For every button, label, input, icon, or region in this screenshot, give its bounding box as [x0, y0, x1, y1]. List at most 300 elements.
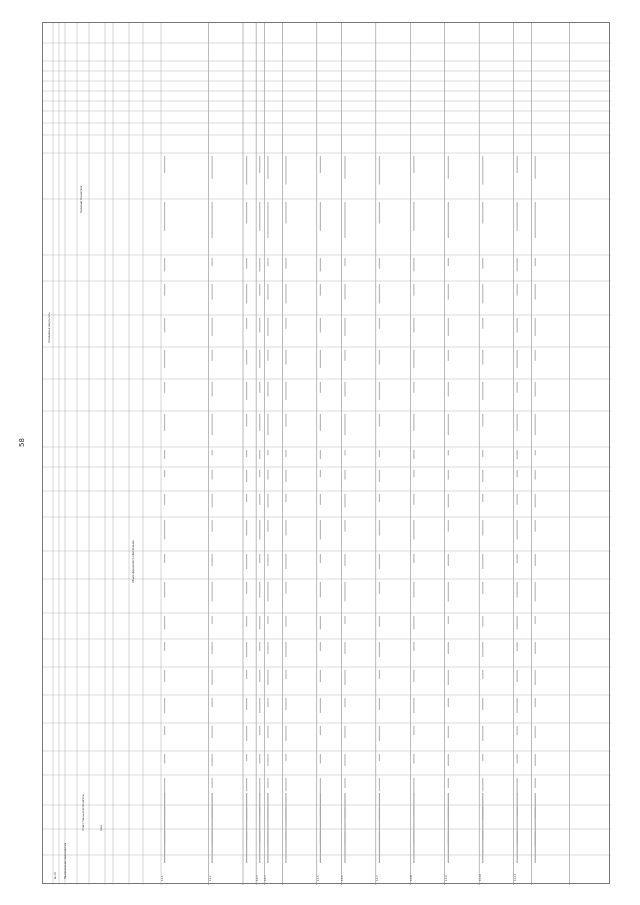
cell-value	[413, 554, 414, 563]
cell-value	[517, 450, 518, 459]
cell-value	[212, 318, 213, 336]
cell-value	[535, 616, 536, 624]
cell-value	[344, 616, 345, 624]
cell-value	[267, 642, 268, 654]
cell-value	[379, 470, 380, 482]
cell-value	[267, 726, 268, 738]
cell-value	[517, 258, 518, 272]
cell-value	[413, 670, 414, 682]
cell-value	[212, 494, 213, 508]
cell-value	[259, 778, 260, 795]
cell-value	[535, 382, 536, 396]
cell-value	[344, 284, 345, 300]
cell-value	[320, 284, 321, 296]
cell-value	[517, 156, 518, 173]
cell-value	[413, 698, 414, 713]
cell-value	[517, 698, 518, 713]
cell-value	[164, 754, 165, 764]
row-number: 1.1.2	[208, 875, 212, 881]
cell-value	[448, 642, 449, 654]
cell-value	[344, 754, 345, 766]
cell-value	[344, 318, 345, 336]
cell-value	[246, 284, 247, 304]
cell-value	[267, 156, 268, 179]
cell-value	[285, 350, 286, 364]
cell-value	[320, 470, 321, 477]
cell-value	[535, 284, 536, 300]
cell-value	[267, 554, 268, 566]
cell-value	[517, 642, 518, 651]
cell-value	[320, 494, 321, 505]
cell-value	[320, 616, 321, 630]
cell-value	[448, 698, 449, 707]
table-grid	[43, 23, 611, 885]
row-name-text	[413, 793, 414, 863]
cell-value	[267, 382, 268, 396]
cell-value	[320, 414, 321, 431]
cell-value	[517, 520, 518, 540]
cell-value	[212, 554, 213, 566]
cell-value	[259, 382, 260, 393]
row-number: 1.1.3	[256, 875, 260, 881]
cell-value	[448, 554, 449, 566]
cell-value	[482, 382, 483, 400]
cell-value	[379, 414, 380, 427]
cell-value	[320, 156, 321, 173]
cell-value	[413, 520, 414, 540]
cell-value	[212, 616, 213, 624]
cell-value	[285, 670, 286, 679]
cell-value	[535, 778, 536, 788]
cell-value	[379, 350, 380, 364]
cell-value	[344, 258, 345, 266]
cell-value	[267, 670, 268, 685]
row-name-text	[344, 793, 345, 863]
cell-value	[448, 754, 449, 766]
row-name-text	[379, 793, 380, 863]
cell-value	[379, 318, 380, 329]
cell-value	[344, 554, 345, 566]
cell-value	[535, 494, 536, 508]
cell-value	[535, 582, 536, 602]
cell-value	[379, 202, 380, 224]
cell-value	[320, 754, 321, 764]
cell-value	[267, 778, 268, 788]
cell-value	[285, 156, 286, 185]
cell-value	[164, 582, 165, 598]
cell-value	[285, 642, 286, 657]
cell-value	[535, 350, 536, 361]
cell-value	[267, 582, 268, 602]
row-number: 1.1.5	[316, 875, 320, 881]
cell-value	[212, 582, 213, 602]
cell-value	[448, 382, 449, 396]
cell-value	[413, 642, 414, 651]
cell-value	[246, 670, 247, 679]
cell-value	[344, 778, 345, 788]
cell-value	[448, 670, 449, 685]
cell-value	[259, 494, 260, 505]
cell-value	[344, 382, 345, 396]
cell-value	[267, 284, 268, 300]
cell-value	[517, 670, 518, 682]
cell-value	[413, 450, 414, 459]
page-number: 58	[18, 438, 26, 447]
cell-value	[535, 202, 536, 238]
cell-value	[164, 350, 165, 368]
cell-value	[320, 670, 321, 682]
row-name-text	[482, 793, 483, 863]
cell-value	[413, 470, 414, 477]
cell-value	[285, 470, 286, 482]
cell-value	[448, 726, 449, 738]
cell-value	[413, 414, 414, 431]
cell-value	[267, 616, 268, 624]
cell-value	[344, 414, 345, 435]
cell-value	[320, 450, 321, 459]
cell-value	[413, 616, 414, 630]
cell-value	[259, 520, 260, 540]
table-sheet	[42, 22, 610, 884]
cell-value	[379, 382, 380, 400]
cell-value	[448, 414, 449, 435]
cell-value	[320, 520, 321, 540]
cell-value	[379, 520, 380, 536]
cell-value	[320, 350, 321, 368]
cell-value	[535, 670, 536, 685]
cell-value	[320, 698, 321, 713]
cell-value	[482, 414, 483, 427]
stub-header-executor: Ответственный исполнитель	[82, 794, 85, 831]
cell-value	[246, 318, 247, 329]
cell-value	[259, 318, 260, 332]
cell-value	[535, 698, 536, 707]
cell-value	[535, 470, 536, 480]
cell-value	[212, 350, 213, 361]
cell-value	[259, 470, 260, 477]
cell-value	[379, 642, 380, 657]
cell-value	[212, 698, 213, 707]
cell-value	[246, 754, 247, 761]
cell-value	[267, 258, 268, 266]
cell-value	[212, 156, 213, 179]
cell-value	[246, 258, 247, 269]
cell-value	[482, 350, 483, 364]
cell-value	[246, 202, 247, 224]
cell-value	[517, 350, 518, 368]
cell-value	[285, 726, 286, 741]
cell-value	[517, 284, 518, 296]
cell-value	[259, 350, 260, 368]
cell-value	[267, 520, 268, 532]
row-name-text	[517, 793, 518, 863]
cell-value	[482, 520, 483, 536]
cell-value	[267, 698, 268, 707]
cell-value	[535, 258, 536, 266]
cell-value	[344, 670, 345, 685]
row-name-text	[448, 793, 449, 863]
cell-value	[164, 450, 165, 459]
cell-value	[246, 778, 247, 791]
cell-value	[448, 778, 449, 788]
stub-header-term: Срок	[100, 824, 103, 831]
cell-value	[413, 582, 414, 598]
cell-value	[285, 258, 286, 269]
cell-value	[535, 754, 536, 766]
cell-value	[413, 494, 414, 505]
row-number: 1.1.11	[513, 874, 517, 881]
cell-value	[344, 450, 345, 455]
cell-value	[259, 726, 260, 735]
cell-value	[448, 582, 449, 602]
cell-value	[246, 450, 247, 457]
cell-value	[259, 754, 260, 764]
cell-value	[448, 318, 449, 336]
cell-value	[448, 450, 449, 455]
cell-value	[212, 642, 213, 654]
cell-value	[164, 698, 165, 713]
cell-value	[164, 642, 165, 651]
cell-value	[517, 554, 518, 563]
cell-value	[379, 582, 380, 594]
cell-value	[320, 258, 321, 272]
cell-value	[164, 494, 165, 505]
cell-value	[246, 642, 247, 657]
cell-value	[164, 202, 165, 231]
header-group-results: Ожидаемые результаты	[48, 312, 51, 343]
cell-value	[212, 258, 213, 266]
cell-value	[259, 202, 260, 231]
cell-value	[259, 582, 260, 598]
cell-value	[482, 726, 483, 741]
cell-value	[344, 698, 345, 707]
cell-value	[535, 520, 536, 532]
cell-value	[212, 284, 213, 300]
cell-value	[448, 350, 449, 361]
cell-value	[246, 582, 247, 594]
cell-value	[285, 414, 286, 427]
cell-value	[267, 450, 268, 455]
cell-value	[164, 258, 165, 272]
cell-value	[379, 778, 380, 791]
cell-value	[517, 778, 518, 795]
cell-value	[259, 258, 260, 272]
cell-value	[517, 616, 518, 630]
cell-value	[379, 726, 380, 741]
cell-value	[259, 554, 260, 563]
cell-value	[267, 470, 268, 480]
row-name-text	[535, 793, 536, 863]
cell-value	[413, 754, 414, 764]
cell-value	[285, 698, 286, 710]
cell-value	[344, 520, 345, 532]
cell-value	[164, 670, 165, 682]
cell-value	[267, 202, 268, 238]
cell-value	[448, 156, 449, 179]
cell-value	[285, 554, 286, 569]
cell-value	[212, 202, 213, 238]
cell-value	[259, 616, 260, 630]
cell-value	[246, 726, 247, 741]
row-number: 1.1.7	[375, 875, 379, 881]
cell-value	[164, 284, 165, 296]
cell-value	[482, 470, 483, 482]
cell-value	[344, 156, 345, 179]
cell-value	[164, 520, 165, 540]
cell-value	[379, 284, 380, 304]
cell-value	[482, 318, 483, 329]
cell-value	[535, 318, 536, 336]
cell-value	[320, 726, 321, 735]
cell-value	[413, 202, 414, 231]
cell-value	[482, 494, 483, 502]
cell-value	[482, 554, 483, 569]
cell-value	[267, 318, 268, 336]
cell-value	[246, 554, 247, 569]
stub-header-number: № п/п	[54, 871, 57, 879]
row-number: 1.1.4	[264, 875, 268, 881]
cell-value	[535, 156, 536, 179]
cell-value	[320, 318, 321, 332]
cell-value	[517, 726, 518, 735]
cell-value	[482, 258, 483, 269]
cell-value	[448, 494, 449, 508]
cell-value	[164, 382, 165, 393]
cell-value	[517, 318, 518, 332]
cell-value	[246, 156, 247, 185]
cell-value	[212, 414, 213, 435]
cell-value	[212, 470, 213, 480]
cell-value	[320, 382, 321, 393]
cell-value	[164, 554, 165, 563]
stub-header-name: Наименование мероприятия	[64, 842, 67, 879]
cell-value	[482, 450, 483, 457]
cell-value	[344, 726, 345, 738]
cell-value	[413, 382, 414, 393]
cell-value	[535, 726, 536, 738]
cell-value	[344, 350, 345, 361]
cell-value	[164, 726, 165, 735]
cell-value	[379, 156, 380, 185]
cell-value	[482, 778, 483, 791]
cell-value	[267, 414, 268, 435]
cell-value	[517, 494, 518, 505]
row-name-text	[320, 793, 321, 863]
cell-value	[164, 616, 165, 630]
cell-value	[448, 520, 449, 532]
row-name-text	[246, 793, 247, 863]
cell-value	[259, 670, 260, 682]
cell-value	[285, 202, 286, 224]
cell-value	[379, 258, 380, 269]
cell-value	[164, 778, 165, 795]
cell-value	[285, 616, 286, 627]
cell-value	[379, 450, 380, 457]
header-group-finance: Объем финансового обеспечения	[132, 540, 135, 583]
row-number: 1.1.8	[410, 875, 414, 881]
cell-value	[379, 670, 380, 679]
cell-value	[344, 494, 345, 508]
cell-value	[259, 642, 260, 651]
cell-value	[413, 726, 414, 735]
row-number: 1.1.6	[341, 875, 345, 881]
cell-value	[535, 414, 536, 435]
cell-value	[517, 202, 518, 231]
cell-value	[482, 284, 483, 304]
cell-value	[344, 202, 345, 238]
cell-value	[212, 754, 213, 766]
cell-value	[482, 616, 483, 627]
cell-value	[285, 382, 286, 400]
cell-value	[448, 258, 449, 266]
cell-value	[259, 414, 260, 431]
cell-value	[285, 520, 286, 536]
cell-value	[482, 642, 483, 657]
cell-value	[517, 754, 518, 764]
cell-value	[379, 554, 380, 569]
row-number: 1.1.10	[479, 874, 483, 881]
row-name-text	[259, 793, 260, 863]
cell-value	[267, 494, 268, 508]
cell-value	[285, 318, 286, 329]
cell-value	[212, 450, 213, 455]
cell-value	[344, 642, 345, 654]
cell-value	[212, 726, 213, 738]
cell-value	[285, 450, 286, 457]
cell-value	[267, 350, 268, 361]
cell-value	[246, 382, 247, 400]
cell-value	[164, 318, 165, 332]
cell-value	[320, 778, 321, 795]
cell-value	[164, 156, 165, 173]
cell-value	[344, 582, 345, 602]
row-name-text	[212, 793, 213, 863]
cell-value	[246, 520, 247, 536]
cell-value	[379, 616, 380, 627]
cell-value	[413, 778, 414, 795]
cell-value	[246, 494, 247, 502]
cell-value	[413, 350, 414, 368]
cell-value	[212, 670, 213, 685]
row-number: 1.1.1	[161, 875, 164, 881]
cell-value	[413, 318, 414, 332]
cell-value	[482, 754, 483, 761]
cell-value	[285, 778, 286, 791]
cell-value	[517, 382, 518, 393]
cell-value	[320, 582, 321, 598]
cell-value	[379, 698, 380, 710]
cell-value	[320, 642, 321, 651]
cell-value	[259, 698, 260, 713]
cell-value	[482, 156, 483, 185]
cell-value	[320, 202, 321, 231]
header-group-indicator: Значение показателя	[80, 185, 83, 213]
cell-value	[259, 156, 260, 173]
cell-value	[517, 582, 518, 598]
cell-value	[285, 284, 286, 304]
cell-value	[164, 414, 165, 431]
cell-value	[413, 156, 414, 173]
cell-value	[482, 670, 483, 679]
cell-value	[259, 450, 260, 459]
cell-value	[344, 470, 345, 480]
row-name-text	[285, 793, 286, 863]
cell-value	[413, 258, 414, 272]
cell-value	[482, 698, 483, 710]
cell-value	[285, 494, 286, 502]
cell-value	[482, 202, 483, 224]
cell-value	[246, 698, 247, 710]
